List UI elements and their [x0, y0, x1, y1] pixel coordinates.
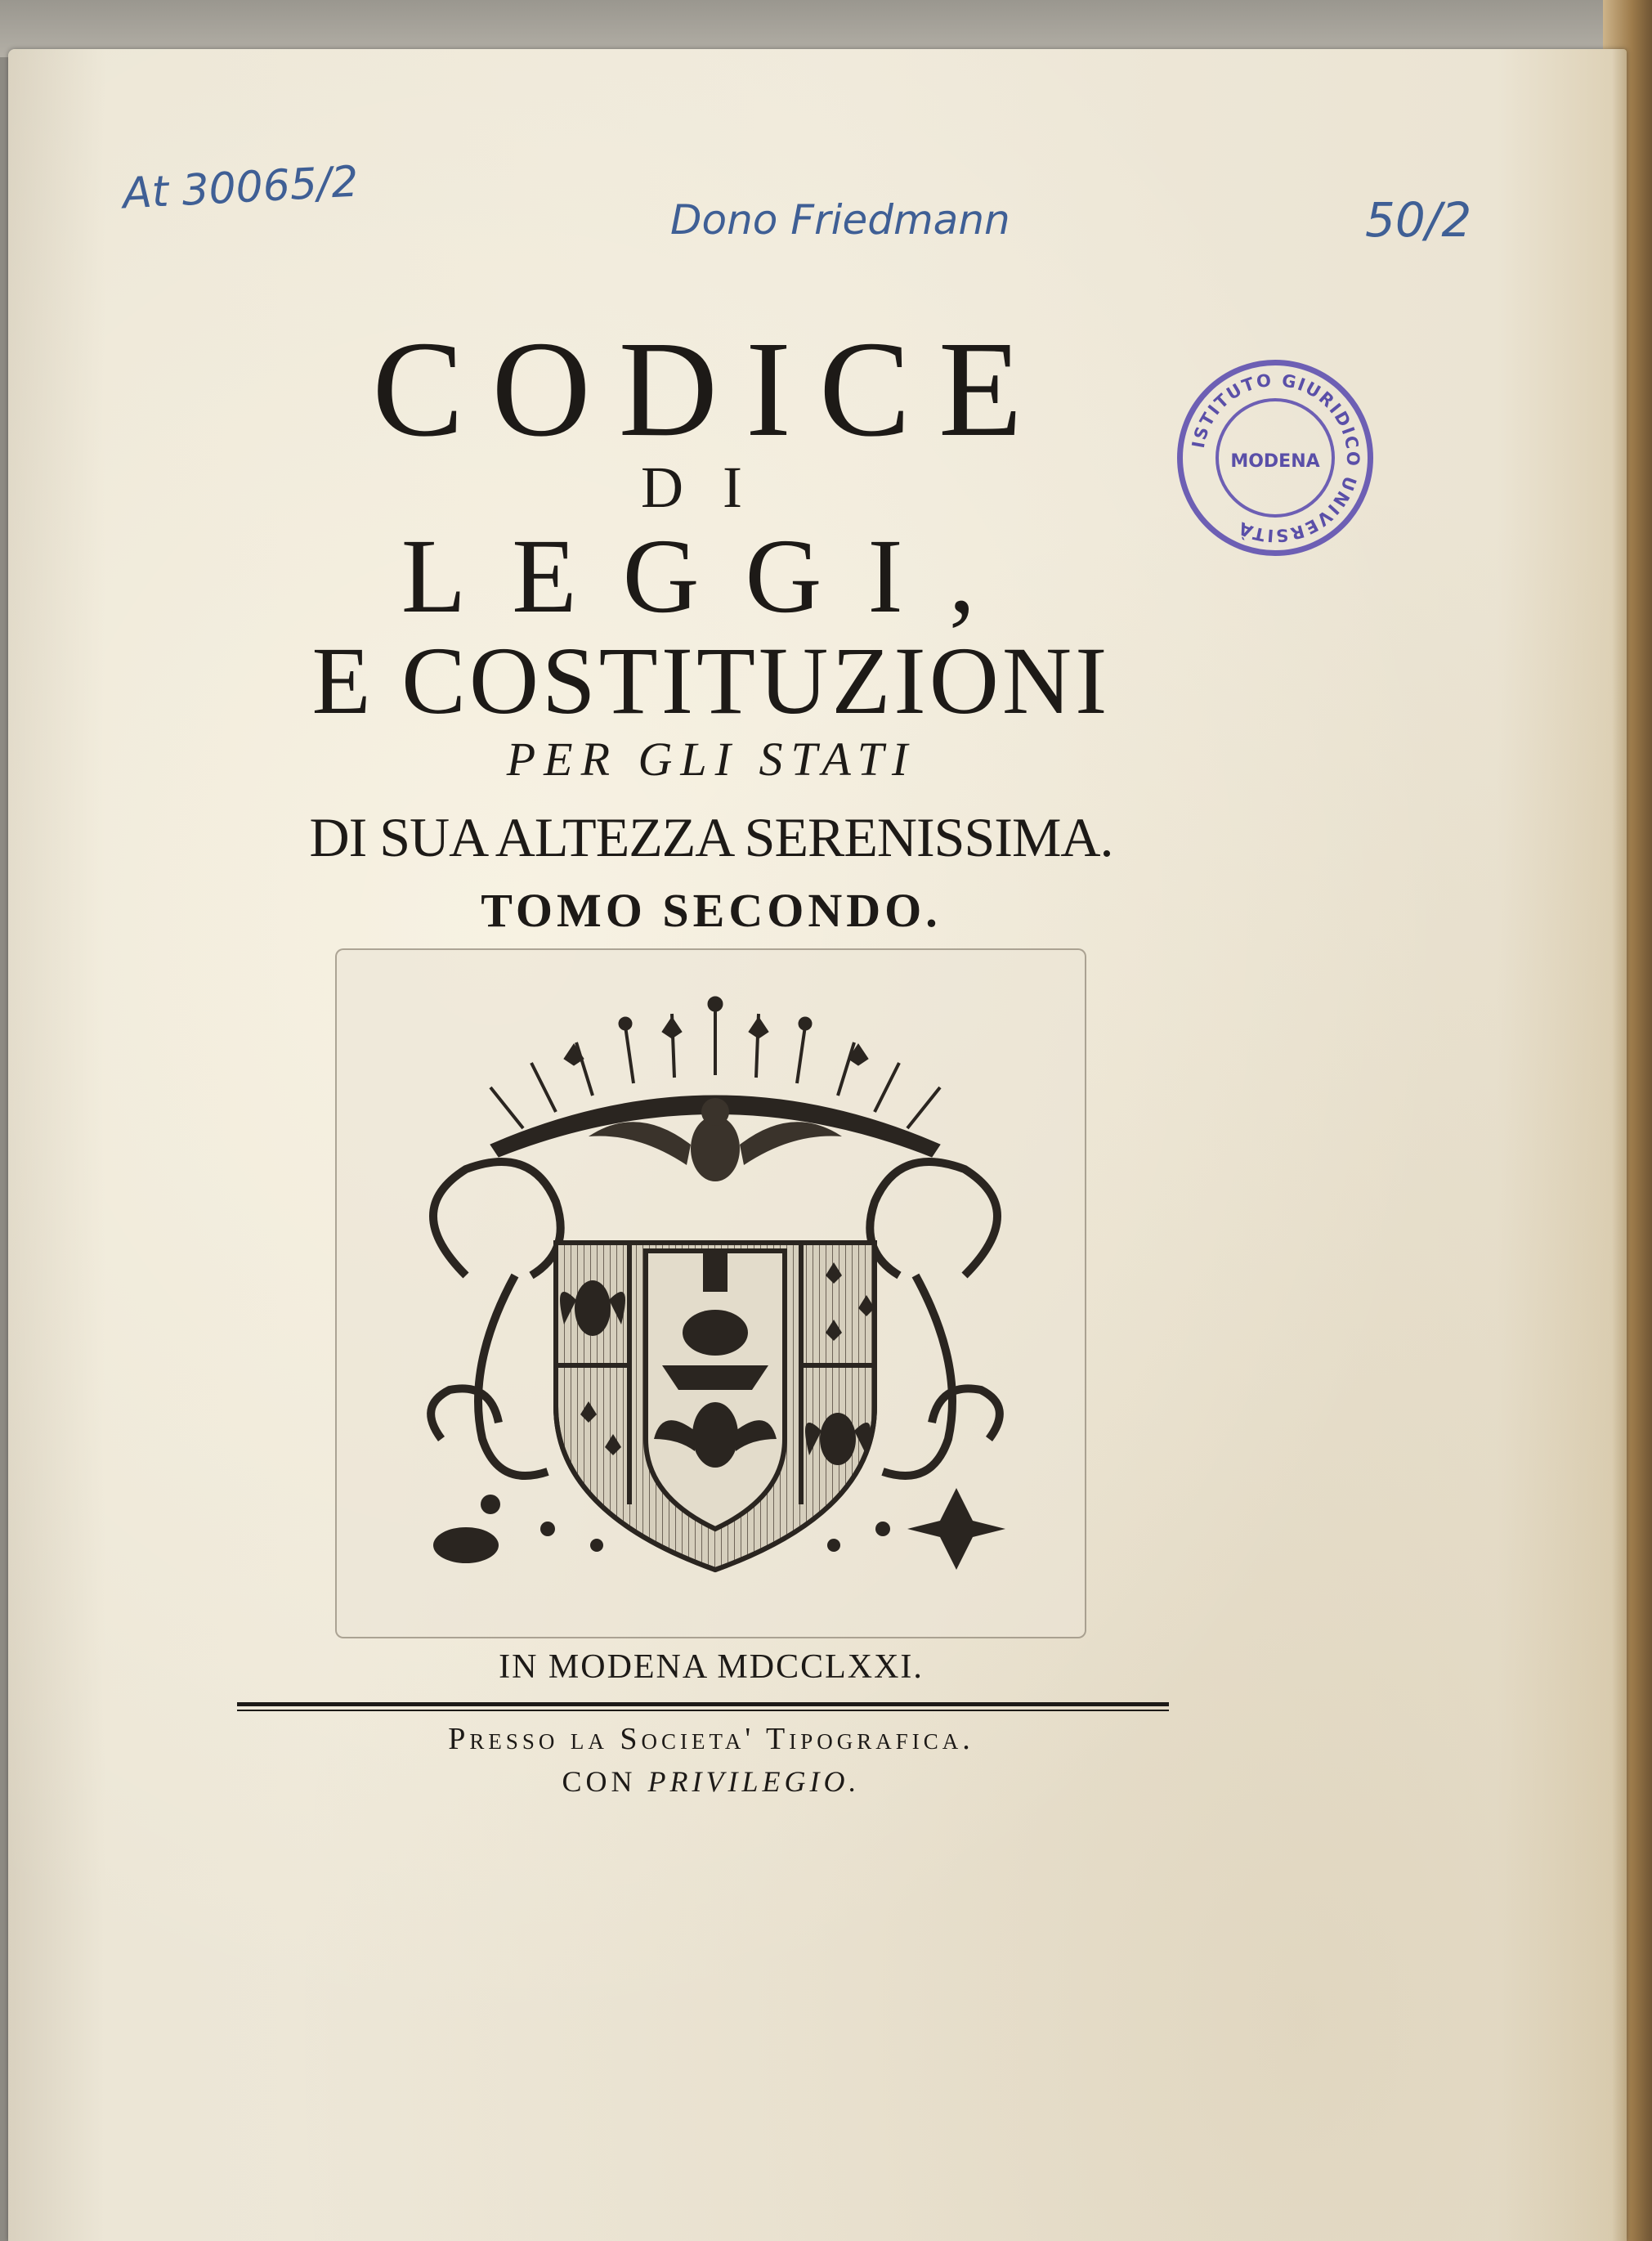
page-edge-shadow — [1612, 49, 1627, 2241]
svg-text:ISTITUTO GIURIDICO UNIVERSITÀ: ISTITUTO GIURIDICO UNIVERSITÀ — [1188, 370, 1363, 546]
imprint-rule-thin — [237, 1710, 1169, 1711]
imprint-printer: Presso la Societa' Tipografica. — [448, 1722, 974, 1756]
stamp-city: MODENA — [1230, 451, 1320, 472]
title-leggi: LEGGI, — [401, 518, 1022, 635]
title-costituzioni: E COSTITUZIONI — [311, 627, 1111, 734]
title-page — [8, 49, 1627, 2241]
privilege-word: PRIVILEGIO. — [647, 1765, 861, 1798]
imprint-privilege — [8, 1764, 1414, 1799]
imprint-place-date: IN MODENA MDCCLXXI. — [499, 1648, 924, 1686]
privilege-prefix: CON — [562, 1765, 637, 1798]
handwritten-shelfmark: At 30065/2 — [121, 157, 360, 219]
title-di: DI — [641, 455, 781, 520]
title-codice: CODICE — [372, 313, 1050, 465]
volume-label: TOMO SECONDO. — [481, 884, 942, 937]
imprint-rule — [237, 1702, 1169, 1706]
title-per-gli-stati: PER GLI STATI — [506, 733, 916, 786]
title-altezza: DI SUA ALTEZZA SERENISSIMA. — [309, 806, 1113, 868]
coat-of-arms-engraving — [368, 981, 1063, 1602]
handwritten-donation-note: Dono Friedmann — [670, 196, 1010, 244]
handwritten-volume-number: 50/2 — [1365, 192, 1472, 248]
